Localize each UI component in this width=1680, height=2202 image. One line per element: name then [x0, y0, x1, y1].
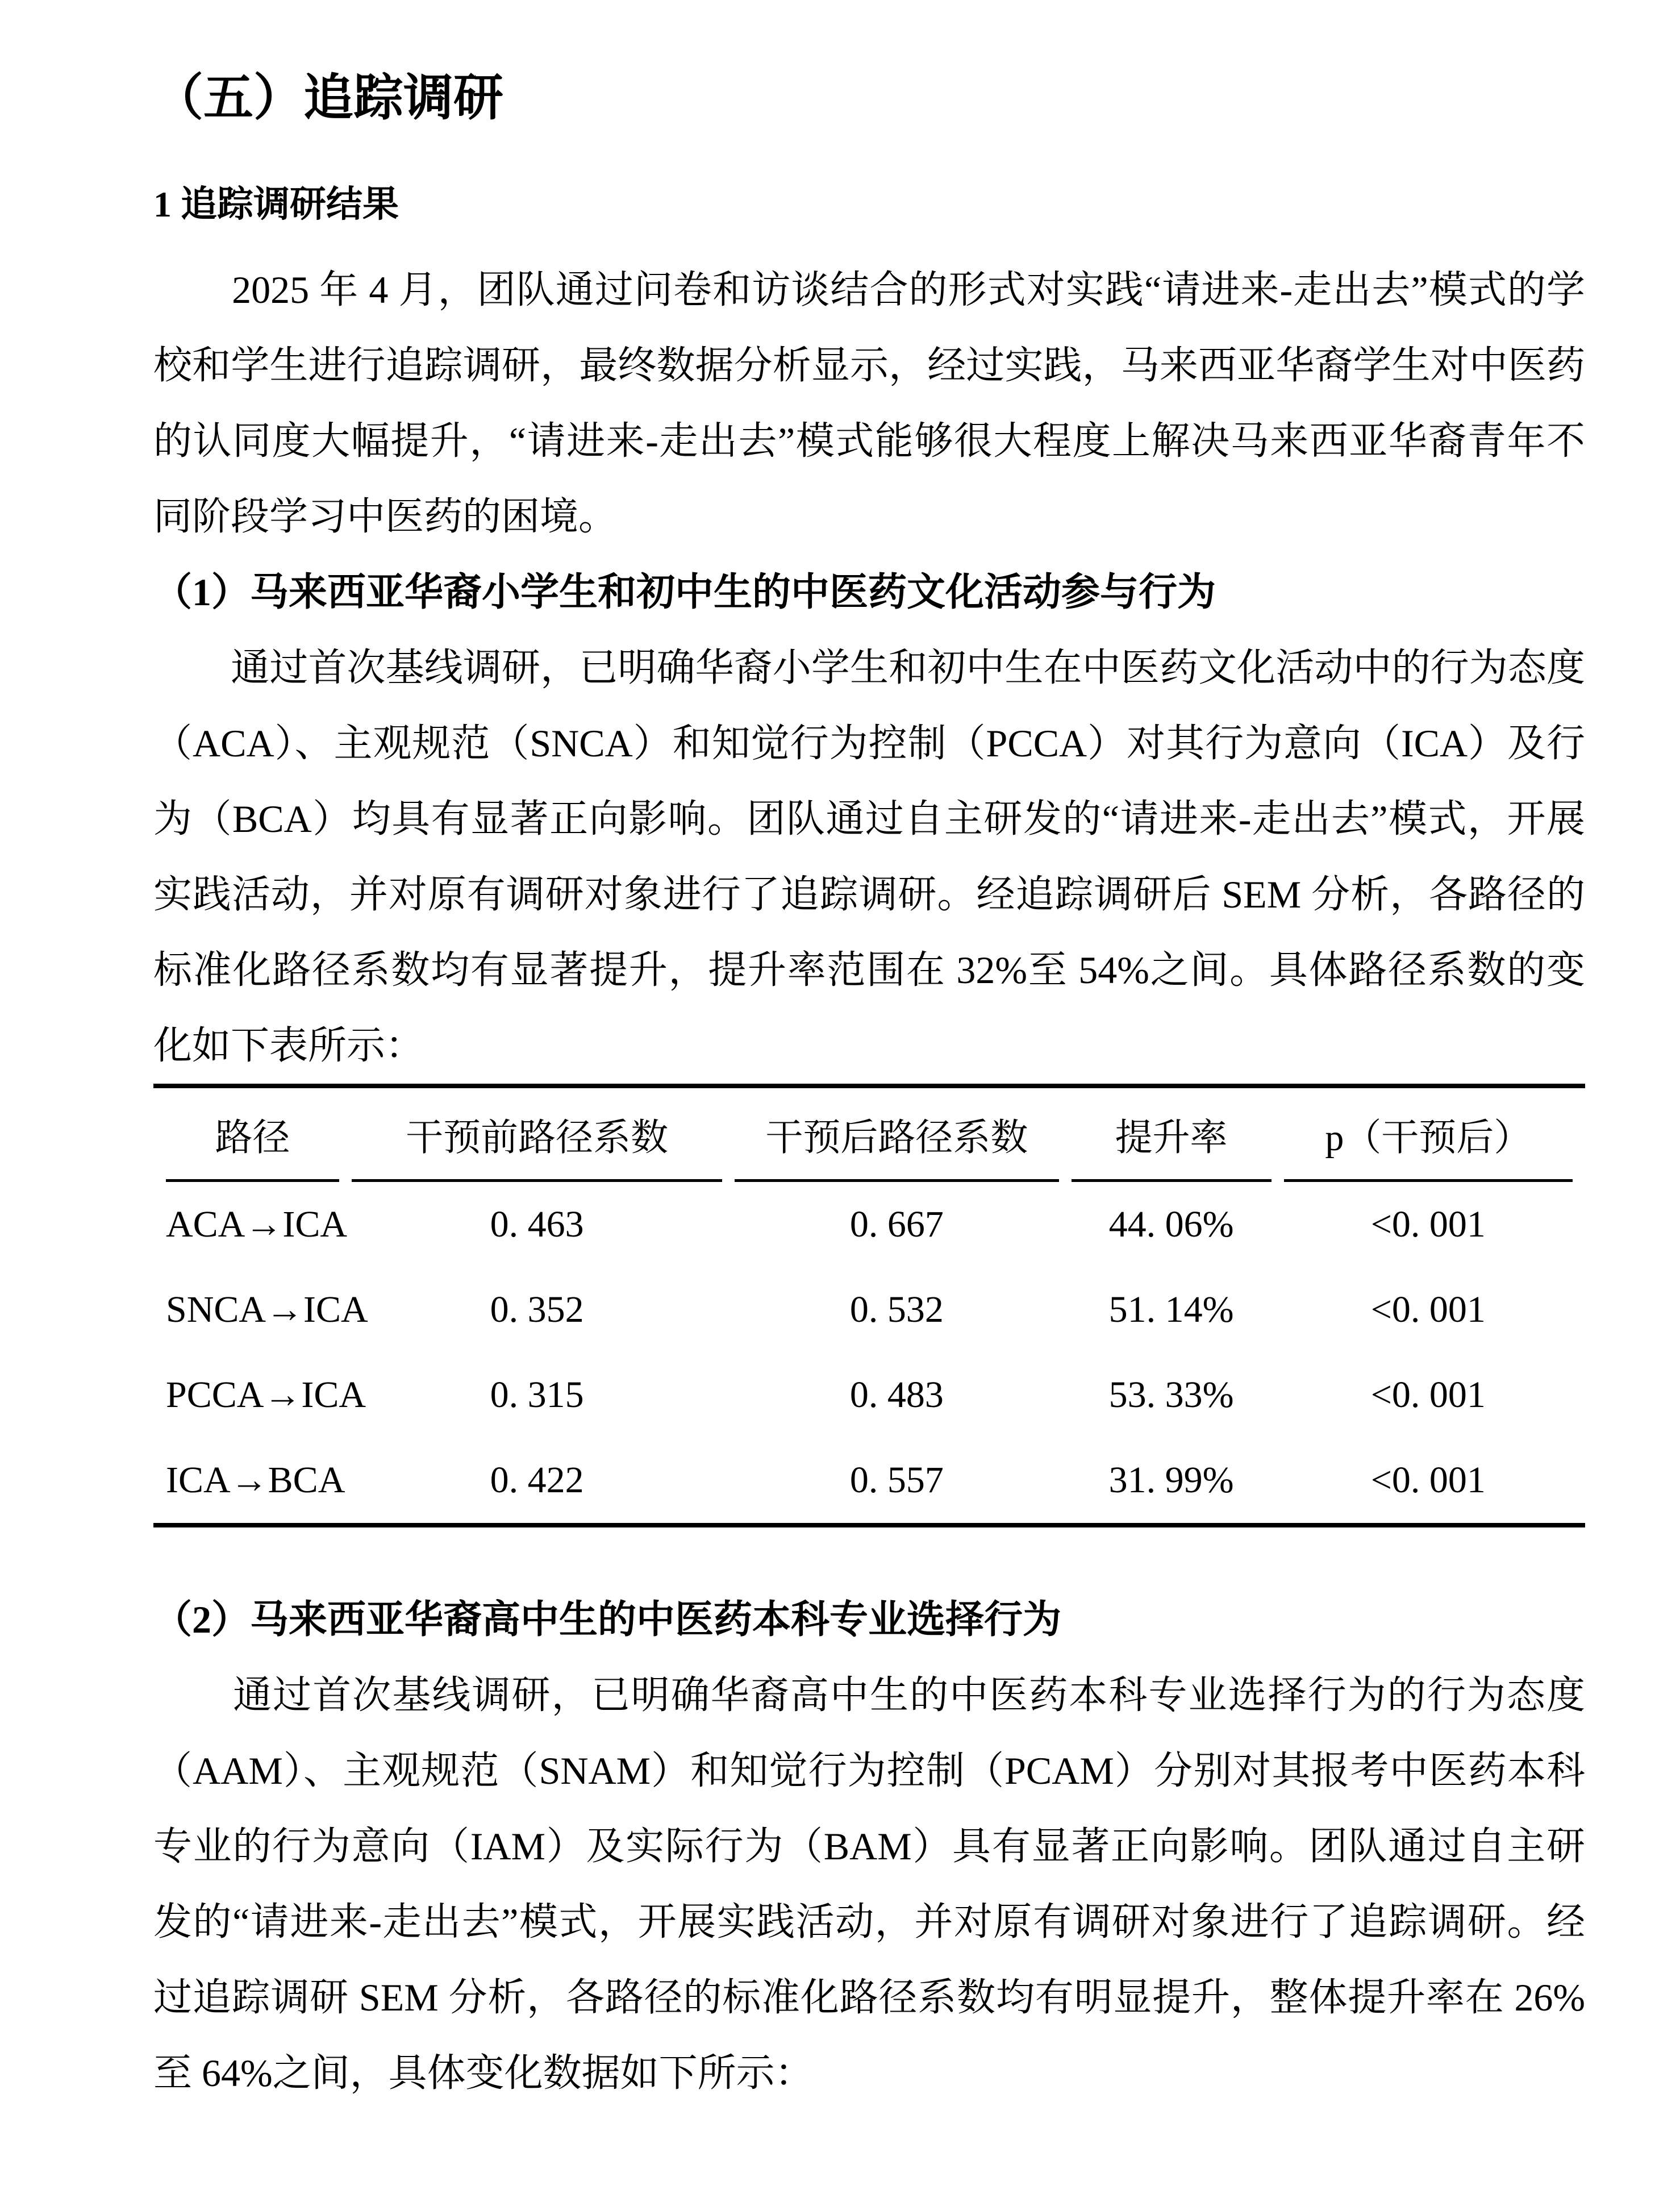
table-cell-rate: 44. 06%: [1108, 1204, 1234, 1245]
table-cell-rate: 31. 99%: [1108, 1459, 1234, 1501]
table-cell-path: ICA→BCA: [166, 1459, 345, 1501]
table-header-improvement-rate: 提升率: [1072, 1088, 1272, 1182]
table-cell-p: <0. 001: [1370, 1204, 1486, 1245]
table-row: [166, 1352, 1573, 1438]
path-coefficient-table: [153, 1084, 1585, 1527]
table-header-row: [166, 1088, 1573, 1182]
table-cell-pre: 0. 422: [490, 1459, 584, 1501]
table-cell-p: <0. 001: [1370, 1289, 1486, 1330]
table-cell-pre: 0. 352: [490, 1289, 584, 1330]
subsection-2-heading: （2）马来西亚华裔高中生的中医药本科专业选择行为: [153, 1598, 1062, 1641]
table-row: [166, 1182, 1573, 1267]
table-cell-rate: 53. 33%: [1108, 1374, 1234, 1416]
table-cell-post: 0. 667: [849, 1204, 944, 1245]
table-cell-post: 0. 483: [849, 1374, 944, 1416]
table-row: [166, 1267, 1573, 1352]
table-cell-post: 0. 557: [849, 1459, 944, 1501]
table-header-post-coefficient: 干预后路径系数: [735, 1088, 1058, 1182]
table-header-p-value: p（干预后）: [1284, 1088, 1573, 1182]
table-cell-rate: 51. 14%: [1108, 1289, 1234, 1330]
intro-paragraph: 2025 年 4 月，团队通过问卷和访谈结合的形式对实践“请进来-走出去”模式的学校和学生进行追踪调研，最终数据分析显示，经过实践，马来西亚华裔学生对中医药的认同度大幅提升，“请进来-走出去”模式能够很大程度上解决马来西亚华裔青年不同阶段学习中医药的困境。: [153, 268, 1585, 538]
table-cell-p: <0. 001: [1370, 1374, 1486, 1416]
table-cell-p: <0. 001: [1370, 1459, 1486, 1501]
table-header-path: 路径: [166, 1088, 339, 1182]
table-cell-path: PCCA→ICA: [166, 1374, 366, 1416]
subsection-1-heading: （1）马来西亚华裔小学生和初中生的中医药文化活动参与行为: [153, 571, 1216, 614]
table-cell-path: ACA→ICA: [166, 1204, 348, 1245]
table-row: [166, 1438, 1573, 1523]
page-title: （五）追踪调研: [153, 71, 504, 126]
subsection-1-paragraph: 通过首次基线调研，已明确华裔小学生和初中生在中医药文化活动中的行为态度（ACA）、主观规范（SNCA）和知觉行为控制（PCCA）对其行为意向（ICA）及行为（BCA）均具有显著正向影响。团队通过自主研发的“请进来-走出去”模式，开展实践活动，并对原有调研对象进行了追踪调研。经追踪调研后 SEM 分析，各路径的标准化路径系数均有显著提升，提升率范围在 32%至 54%之间。具体路径系数的变化如下表所示：: [153, 646, 1585, 1067]
table-cell-pre: 0. 463: [490, 1204, 584, 1245]
subsection-2-paragraph: 通过首次基线调研，已明确华裔高中生的中医药本科专业选择行为的行为态度（AAM）、主观规范（SNAM）和知觉行为控制（PCAM）分别对其报考中医药本科专业的行为意向（IAM）及实际行为（BAM）具有显著正向影响。团队通过自主研发的“请进来-走出去”模式，开展实践活动，并对原有调研对象进行了追踪调研。经过追踪调研 SEM 分析，各路径的标准化路径系数均有明显提升，整体提升率在 26%至 64%之间，具体变化数据如下所示：: [153, 1674, 1585, 2095]
table-cell-post: 0. 532: [849, 1289, 944, 1330]
table-cell-pre: 0. 315: [490, 1374, 584, 1416]
table-cell-path: SNCA→ICA: [166, 1289, 368, 1330]
section-1-heading: 1 追踪调研结果: [153, 184, 399, 224]
table-header-pre-coefficient: 干预前路径系数: [352, 1088, 722, 1182]
